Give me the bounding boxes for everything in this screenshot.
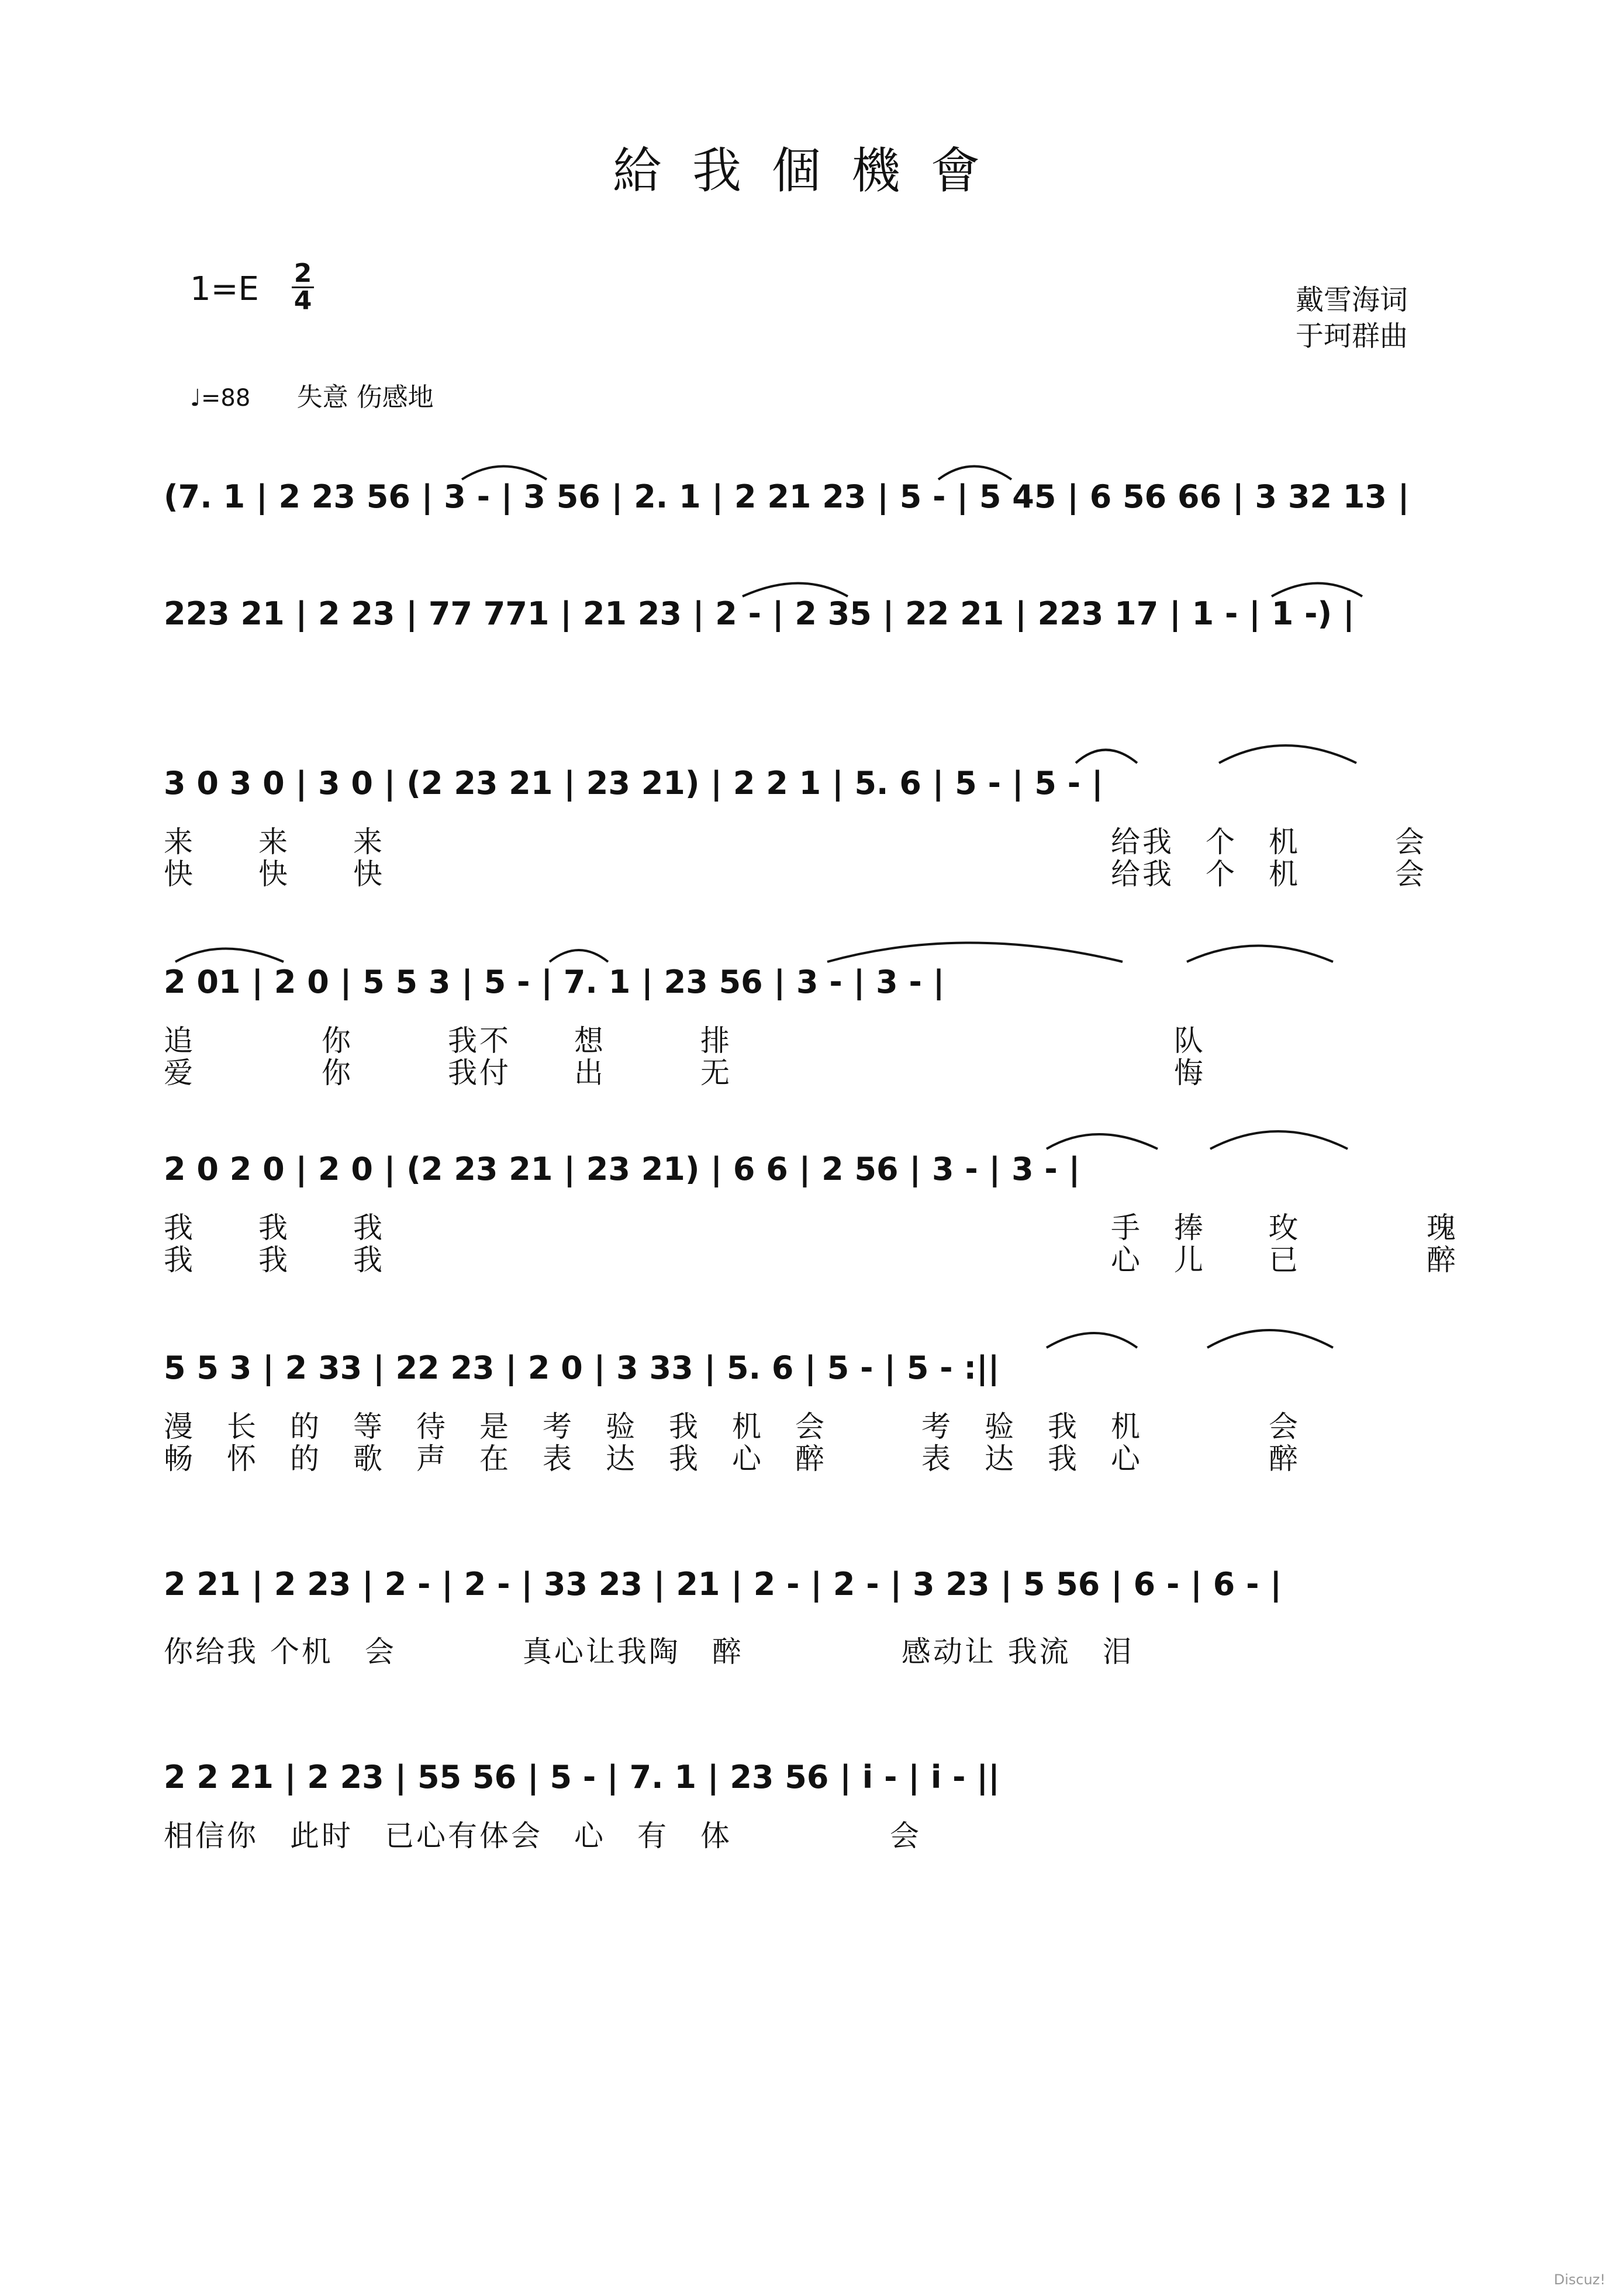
lyric-verse-2: 畅 怀 的 歌 声 在 表 达 我 心 醉 表 达 我 心 醉 [164, 1442, 1300, 1476]
slur [1047, 1134, 1158, 1149]
slur [1187, 946, 1333, 962]
notation-line: (7. 1 | 2 23 56 | 3 - | 3 56 | 2. 1 | 2 21 23 | 5 - | 5 45 | 6 56 66 | 3 32 13 | [164, 478, 1410, 515]
slur [1219, 745, 1356, 763]
lyric-verse-1: 来 来 来 给我 个 机 会 [164, 825, 1427, 859]
lyric-verse-1: 漫 长 的 等 待 是 考 验 我 机 会 考 验 我 机 会 [164, 1410, 1300, 1444]
song-title: 給我個機會 [612, 142, 1010, 199]
notation-line: 2 2 21 | 2 23 | 55 56 | 5 - | 7. 1 | 23 56 | i - | i - || [164, 1759, 1000, 1796]
notation-line: 5 5 3 | 2 33 | 22 23 | 2 0 | 3 33 | 5. 6 | 5 - | 5 - :|| [164, 1349, 1000, 1386]
notation-line: 223 21 | 2 23 | 77 771 | 21 23 | 2 - | 2 35 | 22 21 | 223 17 | 1 - | 1 -) | [164, 595, 1355, 632]
notation-line: 2 21 | 2 23 | 2 - | 2 - | 33 23 | 21 | 2 - | 2 - | 3 23 | 5 56 | 6 - | 6 - | [164, 1566, 1282, 1603]
lyric-verse-1: 相信你 此时 已心有体会 心 有 体 会 [164, 1819, 921, 1853]
slur [1076, 750, 1137, 764]
lyric-verse-1: 追 你 我不 想 排 队 [164, 1024, 1206, 1058]
slur [550, 950, 608, 962]
time-signature-bottom: 4 [293, 286, 312, 316]
slur [1272, 584, 1362, 597]
slur [1210, 1131, 1348, 1149]
time-signature-top: 2 [293, 258, 312, 288]
lyric-verse-2: 快 快 快 给我 个 机 会 [164, 857, 1427, 891]
notation-line: 3 0 3 0 | 3 0 | (2 23 21 | 23 21) | 2 2 1 | 5. 6 | 5 - | 5 - | [164, 765, 1103, 802]
metronome-mark: ♩=88 [190, 385, 251, 412]
lyricist: 戴雪海词 [1296, 284, 1408, 316]
slur [827, 943, 1123, 962]
composer: 于珂群曲 [1296, 320, 1408, 353]
lyric-verse-1: 我 我 我 手 捧 玫 瑰 [164, 1211, 1458, 1245]
expression-mark: 失意 伤感地 [296, 382, 434, 412]
slur [1047, 1333, 1137, 1348]
lyric-verse-2: 我 我 我 心 儿 已 醉 [164, 1243, 1458, 1277]
slur [938, 467, 1011, 480]
notation-line: 2 01 | 2 0 | 5 5 3 | 5 - | 7. 1 | 23 56 | 3 - | 3 - | [164, 964, 945, 1000]
slur [743, 584, 848, 597]
slur [1207, 1330, 1333, 1348]
notation-line: 2 0 2 0 | 2 0 | (2 23 21 | 23 21) | 6 6 | 2 56 | 3 - | 3 - | [164, 1151, 1080, 1187]
watermark: Discuz! [1553, 2271, 1605, 2288]
slur [462, 467, 547, 480]
lyric-verse-2: 爱 你 我付 出 无 悔 [164, 1056, 1206, 1090]
key-label: 1=E [190, 270, 259, 308]
slur [175, 949, 284, 962]
lyric-verse-1: 你给我 个机 会 真心让我陶 醉 感动让 我流 泪 [164, 1635, 1134, 1669]
